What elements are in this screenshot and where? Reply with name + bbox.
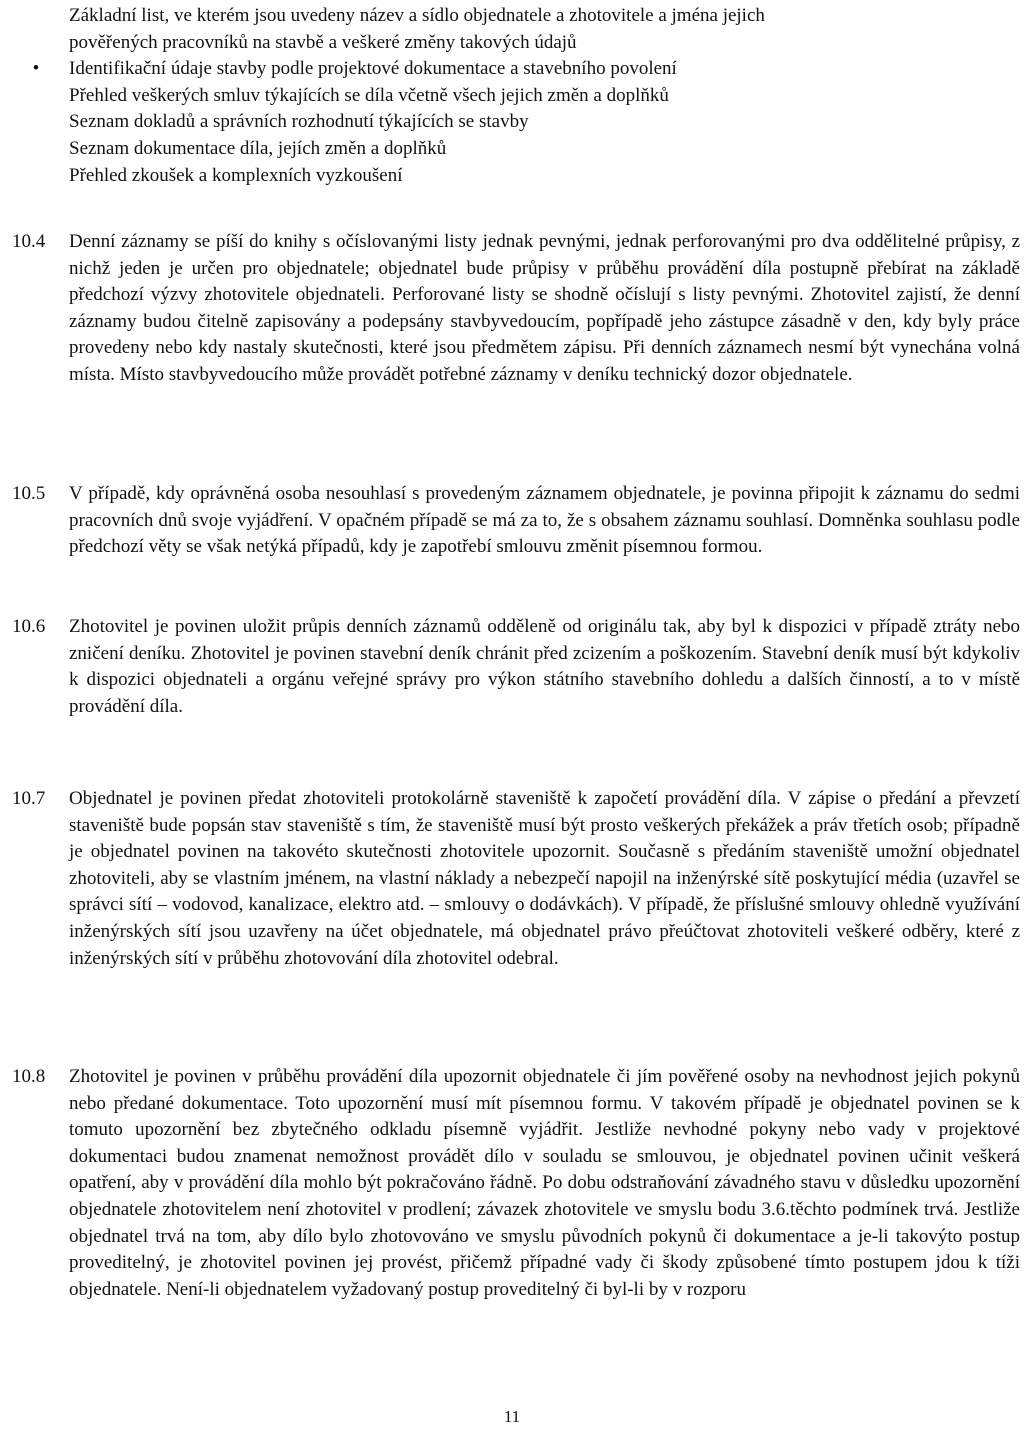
section-number: 10.6 (12, 616, 46, 637)
list-item (69, 163, 1009, 190)
list-item-text: Přehled veškerých smluv týkajících se díla včetně všech jejich změn a doplňků (69, 84, 669, 106)
documentation-list (32, 3, 1009, 189)
section-number: 10.5 (12, 483, 46, 504)
section-text: Denní záznamy se píší do knihy s očíslovanými listy jednak pevnými, jednak perforovanými pro dva oddělitelné průpisy, z nichž jeden je určen pro objednatele; objednatel bude průpisy v průběhu provádění díla postupně přebírat na základě předchozí výzvy zhotovitele objednateli. Perforované listy se shodně očíslují s listy pevnými. Zhotovitel zajistí, že denní záznamy budou čitelně zapisovány a podepsány stavbyvedoucím, popřípadě jeho zástupce zásadně v den, kdy byly práce provedeny nebo kdy nastaly skutečnosti, které jsou předmětem zápisu. Při denních záznamech nesmí být vynechána volná místa. Místo stavbyvedoucího může provádět potřebné záznamy v deníku technický dozor objednatele. (69, 231, 1020, 385)
list-item-text: Základní list, ve kterém jsou uvedeny název a sídlo objednatele a zhotovitele a jména jejich (69, 5, 765, 26)
section-text: Zhotovitel je povinen v průběhu provádění díla upozornit objednatele či jím pověřené osoby na nevhodnost jejich pokynů nebo předané dokumentace. Toto upozornění musí mít písemnou formu. V takovém případě je objednatel povinen se k tomuto upozornění bez zbytečného odkladu písemně vyjádřit. Jestliže nevhodné pokyny nebo vady v projektové dokumentaci budou znamenat nemožnost provádět dílo v souladu se smlouvou, je objednatel povinen učinit veškerá opatření, aby v provádění díla mohlo být pokračováno řádně. Po dobu odstraňování závadného stavu v důsledku upozornění objednatele zhotovitelem není zhotovitel v prodlení; závazek zhotovitele ve smyslu bodu 3.6.těchto podmínek trvá. Jestliže objednatel trvá na tom, aby dílo bylo zhotovováno ve smyslu původních pokynů či dokumentace a je-li takovýto postup proveditelný, je zhotovitel povinen jej provést, přičemž případné vady či škody způsobené tímto postupem jdou k tíži objednatele. Není-li objednatelem vyžadovaný postup proveditelný či byl-li by v rozporu (69, 1066, 1020, 1300)
section-10-7 (12, 786, 1020, 972)
section-number: 10.8 (12, 1066, 46, 1087)
section-number: 10.4 (12, 231, 46, 252)
list-item-text: Identifikační údaje stavby podle projektové dokumentace a stavebního povolení (69, 58, 677, 80)
page-number: 11 (503, 1407, 521, 1426)
section-text: V případě, kdy oprávněná osoba nesouhlasí s provedeným záznamem objednatele, je povinna připojit k záznamu do sedmi pracovních dnů svoje vyjádření. V opačném případě se má za to, že s obsahem záznamu souhlasí. Domněnka souhlasu podle předchozí věty se však netýká případů, kdy je zapotřebí smlouvu změnit písemnou formou. (69, 483, 1020, 558)
list-item-text: Přehled zkoušek a komplexních vyzkoušení (69, 164, 403, 186)
list-item (69, 109, 1009, 136)
list-item (69, 136, 1009, 163)
list-item (69, 3, 1009, 30)
section-10-8 (12, 1064, 1020, 1303)
section-10-4 (12, 229, 1020, 389)
list-item (32, 56, 1009, 83)
section-text: Objednatel je povinen předat zhotoviteli protokolárně staveniště k započetí provádění díla. V zápise o předání a převzetí staveniště bude popsán stav staveniště s tím, že staveniště musí být prosto veškerých překážek a práv třetích osob; případně je objednatel povinen na takovéto skutečnosti zhotovitele upozornit. Současně s předáním staveniště umožní objednatel zhotoviteli, aby se vlastním jménem, na vlastní náklady a nebezpečí napojil na inženýrské sítě poskytující média (uzavřel se správci sítí – vodovod, kanalizace, elektro atd. – smlouvy o dodávkách). V případě, že příslušné smlouvy ohledně využívání inženýrských sítí jsou uzavřeny na účet objednatele, má objednatel právo přeúčtovat zhotoviteli veškeré odběry, které z inženýrských sítí v průběhu zhotovování díla zhotovitel odebral. (69, 788, 1020, 969)
list-item-text: Seznam dokladů a správních rozhodnutí týkajících se stavby (69, 111, 529, 133)
list-item (69, 83, 1009, 110)
list-item (69, 30, 1009, 57)
section-text: Zhotovitel je povinen uložit průpis denních záznamů odděleně od originálu tak, aby byl k dispozici v případě ztráty nebo zničení deníku. Zhotovitel je povinen stavební deník chránit před zcizením a poškozením. Stavební deník musí být kdykoliv k dispozici objednateli a orgánu veřejné správy pro výkon státního stavebního dohledu a dalších činností, a to v místě provádění díla. (69, 616, 1020, 717)
list-item-text: Seznam dokumentace díla, jejích změn a doplňků (69, 137, 447, 159)
section-number: 10.7 (12, 788, 46, 809)
bullet-icon: • (32, 58, 40, 80)
section-10-6 (12, 614, 1020, 720)
list-item-text: pověřených pracovníků na stavbě a veškeré změny takových údajů (69, 31, 577, 53)
section-10-5 (12, 481, 1020, 561)
